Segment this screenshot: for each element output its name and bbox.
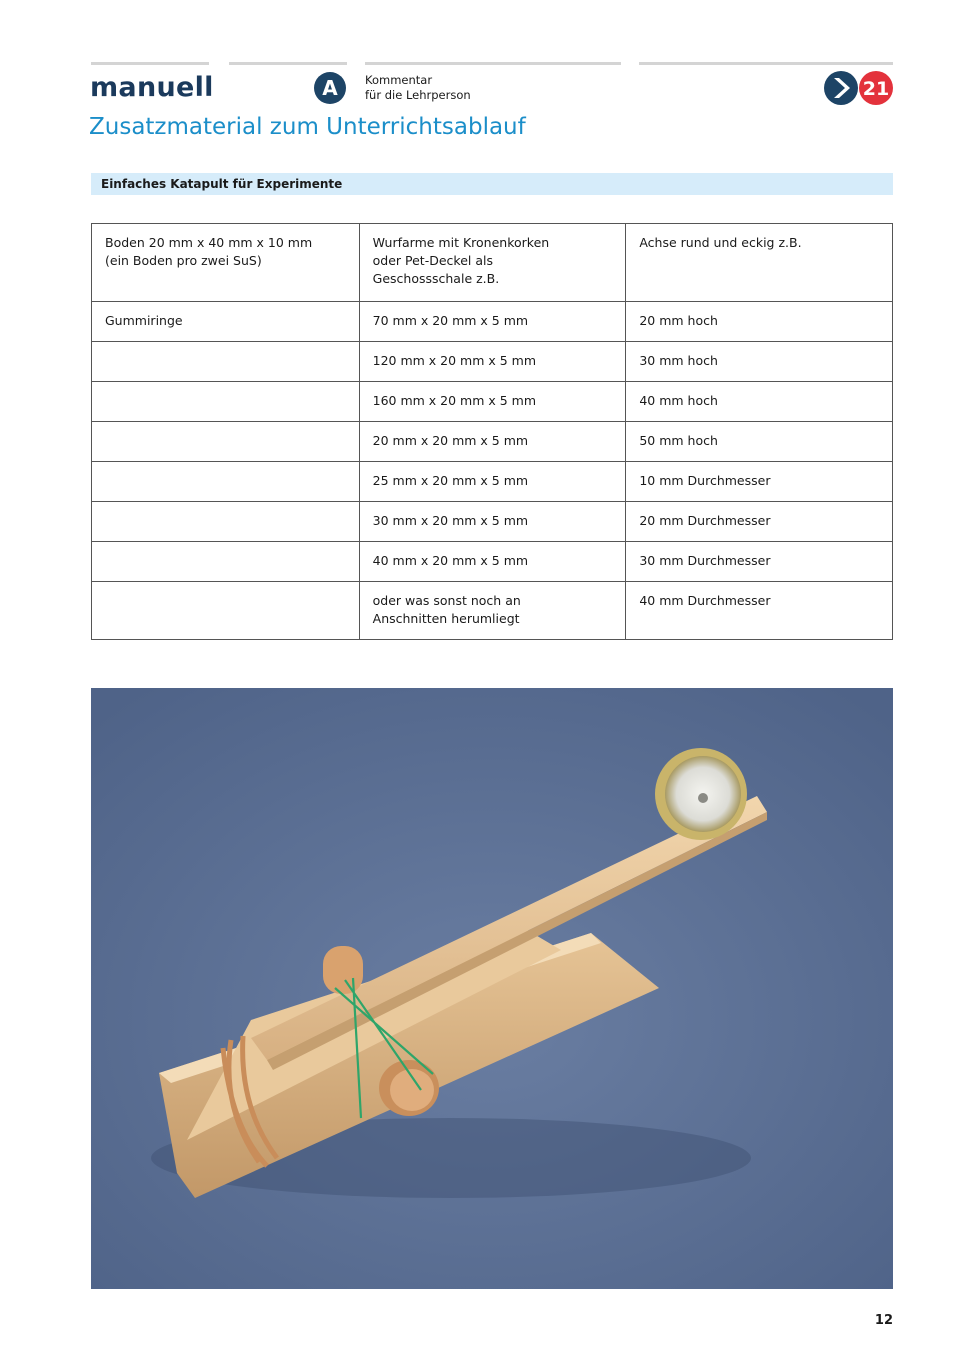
table-cell: 40 mm Durchmesser xyxy=(626,582,893,640)
comment-line-2: für die Lehrperson xyxy=(365,88,471,102)
table-cell: 20 mm hoch xyxy=(626,302,893,342)
table-cell xyxy=(92,542,360,582)
table-cell: 120 mm x 20 mm x 5 mm xyxy=(359,342,626,382)
table-row xyxy=(92,422,893,462)
comment-label xyxy=(365,73,471,103)
table-cell: 50 mm hoch xyxy=(626,422,893,462)
table-cell xyxy=(92,582,360,640)
section-title: Einfaches Katapult für Experimente xyxy=(101,177,343,191)
table-cell xyxy=(92,382,360,422)
table-cell: 40 mm x 20 mm x 5 mm xyxy=(359,542,626,582)
table-row xyxy=(92,224,893,302)
table-row xyxy=(92,502,893,542)
badge-a-icon: A xyxy=(314,72,346,104)
table-cell: 160 mm x 20 mm x 5 mm xyxy=(359,382,626,422)
table-cell: 10 mm Durchmesser xyxy=(626,462,893,502)
series-logo-icon xyxy=(823,70,895,106)
table-cell: 20 mm Durchmesser xyxy=(626,502,893,542)
logo-number: 21 xyxy=(862,78,890,100)
table-cell: 70 mm x 20 mm x 5 mm xyxy=(359,302,626,342)
table-cell: Gummiringe xyxy=(92,302,360,342)
table-cell: 30 mm hoch xyxy=(626,342,893,382)
header-rule-2 xyxy=(229,62,347,65)
table-row xyxy=(92,342,893,382)
axle-top xyxy=(323,946,363,994)
table-cell: 25 mm x 20 mm x 5 mm xyxy=(359,462,626,502)
table-cell: 40 mm hoch xyxy=(626,382,893,422)
table-cell: Boden 20 mm x 40 mm x 10 mm (ein Boden pro zwei SuS) xyxy=(92,224,360,302)
table-cell: 30 mm x 20 mm x 5 mm xyxy=(359,502,626,542)
table-row xyxy=(92,542,893,582)
header-rule-4 xyxy=(639,62,893,65)
materials-table xyxy=(91,223,893,640)
catapult-photo xyxy=(91,688,893,1289)
header-rule-3 xyxy=(365,62,621,65)
page-subtitle: Zusatzmaterial zum Unterrichtsablauf xyxy=(89,114,526,140)
table-row xyxy=(92,462,893,502)
page-number: 12 xyxy=(874,1313,893,1328)
table-cell xyxy=(92,502,360,542)
table-cell xyxy=(92,462,360,502)
table-cell: 20 mm x 20 mm x 5 mm xyxy=(359,422,626,462)
table-cell: Wurfarme mit Kronenkorken oder Pet-Deckel als Geschossschale z.B. xyxy=(359,224,626,302)
header-rule-1 xyxy=(91,62,209,65)
table-cell: oder was sonst noch an Anschnitten herumliegt xyxy=(359,582,626,640)
table-cell xyxy=(92,342,360,382)
table-cell: 30 mm Durchmesser xyxy=(626,542,893,582)
table-cell xyxy=(92,422,360,462)
brand-logo-text: manuell xyxy=(90,72,214,103)
section-title-bar xyxy=(91,173,893,195)
table-row xyxy=(92,582,893,640)
table-cell: Achse rund und eckig z.B. xyxy=(626,224,893,302)
table-row xyxy=(92,302,893,342)
bottle-cap-center xyxy=(698,793,708,803)
table-row xyxy=(92,382,893,422)
comment-line-1: Kommentar xyxy=(365,73,433,87)
